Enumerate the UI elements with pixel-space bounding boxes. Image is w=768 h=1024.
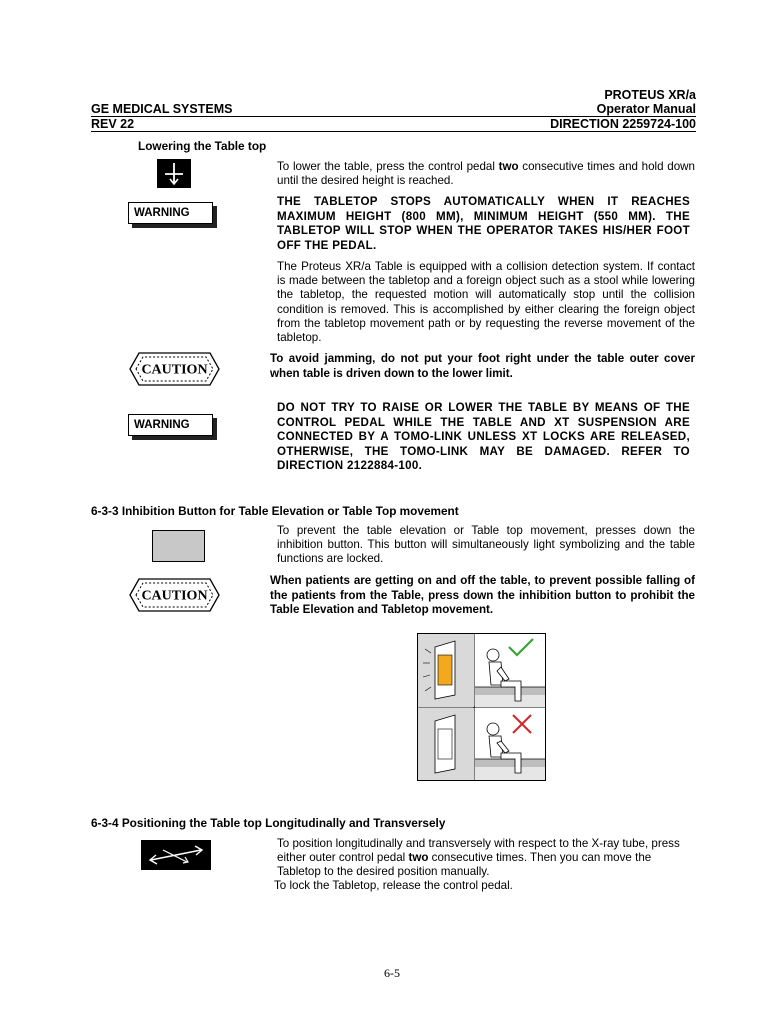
caution-label: CAUTION — [141, 362, 208, 378]
collision-detection-text: The Proteus XR/a Table is equipped with a collision detection system. If contact is made between the tabletop and a foreign object such as a stool while lowering the tabletop, the requested motion will automatically stop until the collision condition is removed. This is accomplished by either clearing the foreign object from the tabletop movement path or by requesting the reverse movement of the tabletop. — [277, 260, 695, 345]
direction-number: DIRECTION 2259724-100 — [550, 117, 696, 131]
inhibition-illustration — [417, 633, 546, 781]
warning-height-text: THE TABLETOP STOPS AUTOMATICALLY WHEN IT REACHES MAXIMUM HEIGHT (800 MM), MINIMUM HEIGHT (550 MM). THE TABLETOP WILL STOP WHEN THE OPERATOR TAKES HIS/HER FOOT OFF THE PEDAL. — [277, 195, 690, 252]
manual-name: Operator Manual — [596, 102, 696, 116]
caution-badge-inhibition — [127, 577, 222, 613]
revision: REV 22 — [91, 117, 135, 131]
pedal-down-icon — [157, 159, 191, 188]
lock-tabletop-text: To lock the Tabletop, release the control pedal. — [274, 879, 513, 892]
caution-label-inhibition: CAUTION — [141, 588, 208, 604]
inhibition-text: To prevent the table elevation or Table top movement, presses down the inhibition button. This button will simultaneously light symbolizing and the table functions are locked. — [277, 524, 695, 566]
unlit-lamp-icon — [438, 729, 452, 759]
lowering-title: Lowering the Table top — [138, 139, 267, 153]
warning-tomo-link-text: DO NOT TRY TO RAISE OR LOWER THE TABLE BY MEANS OF THE CONTROL PEDAL WHILE THE TABLE AND XT SUSPENSION ARE CONNECTED BY A TOMO-LINK UNLESS XT LOCKS ARE RELEASED, OTHERWISE, THE TOMO-LINK MAY BE DAMAGED. REFER TO DIRECTION 2122884-100. — [277, 401, 690, 473]
caution-badge — [127, 351, 222, 387]
header-rule-bottom — [91, 131, 696, 132]
lowering-instruction: To lower the table, press the control pedal two consecutive times and hold down until the desired height is reached. — [277, 160, 695, 188]
positioning-text: To position longitudinally and transversely with respect to the X-ray tube, press either outer control pedal two consecutive times. Then you can move the Tabletop to the desired position manually. — [277, 837, 680, 879]
warning-label-tomo: WARNING — [128, 414, 213, 436]
tabletop-float-icon — [141, 840, 211, 870]
company-name: GE MEDICAL SYSTEMS — [91, 102, 233, 116]
lit-lamp-icon — [438, 655, 452, 685]
product-name: PROTEUS XR/a — [604, 88, 696, 102]
caution-patients-text: When patients are getting on and off the table, to prevent possible falling of the patients from the Table, press down the inhibition button to prohibit the Table Elevation and Tabletop movement. — [270, 574, 695, 617]
positioning-title: 6-3-4 Positioning the Table top Longitudinally and Transversely — [91, 816, 446, 830]
inhibition-title: 6-3-3 Inhibition Button for Table Elevation or Table Top movement — [91, 504, 459, 518]
page-number: 6-5 — [384, 966, 400, 980]
warning-label: WARNING — [128, 202, 213, 224]
caution-jamming-text: To avoid jamming, do not put your foot right under the table outer cover when table is driven down to the lower limit. — [270, 352, 695, 380]
inhibition-button-icon — [152, 530, 205, 562]
